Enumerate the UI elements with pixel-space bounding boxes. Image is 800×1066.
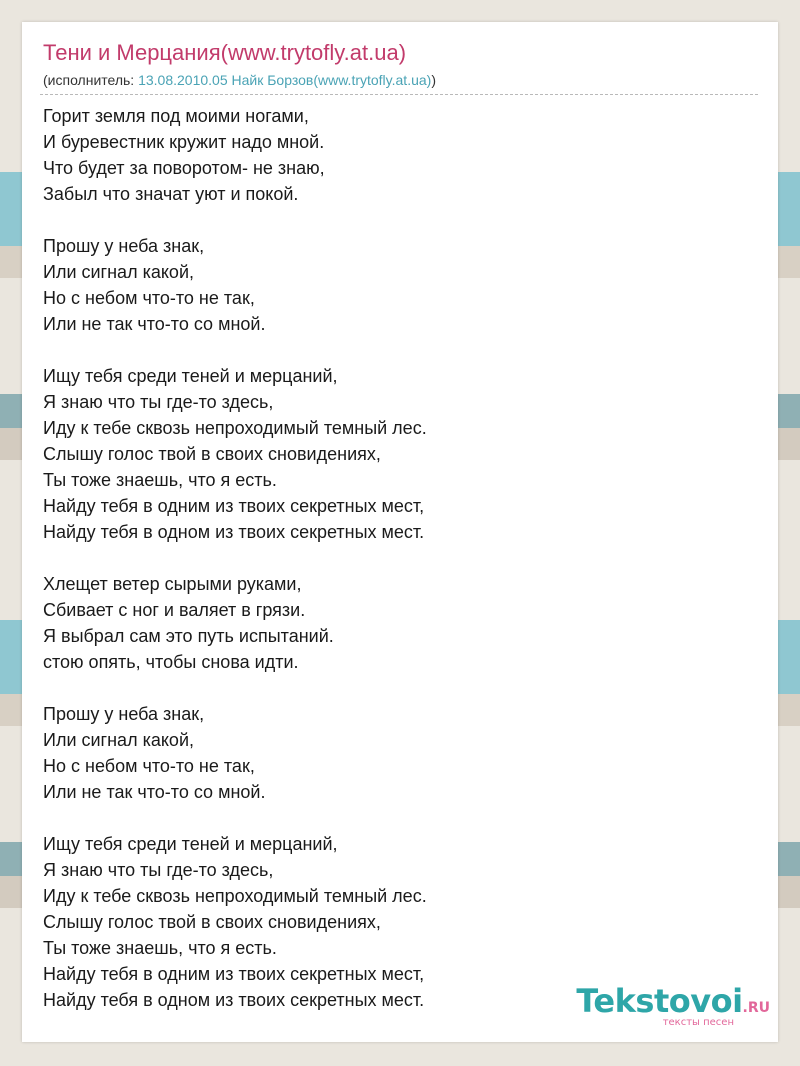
lyrics-line: Забыл что значат уют и покой. bbox=[43, 184, 299, 204]
lyrics-line: Но с небом что-то не так, bbox=[43, 288, 255, 308]
lyrics-line: Слышу голос твой в своих сновидениях, bbox=[43, 444, 381, 464]
lyrics-line: Найду тебя в одним из твоих секретных мест, bbox=[43, 496, 425, 516]
logo-tagline: тексты песен bbox=[662, 1017, 734, 1028]
lyrics-line: Что будет за поворотом- не знаю, bbox=[43, 158, 325, 178]
lyrics-stanza bbox=[43, 571, 427, 675]
lyrics-line: Или сигнал какой, bbox=[43, 730, 194, 750]
lyrics-line: Сбивает с ног и валяет в грязи. bbox=[43, 600, 306, 620]
song-title: Тени и Мерцания(www.trytofly.at.ua) bbox=[43, 40, 407, 65]
meta-label: исполнитель: bbox=[47, 72, 139, 88]
meta-close-paren: ) bbox=[431, 72, 436, 88]
lyrics-line: Горит земля под моими ногами, bbox=[43, 106, 309, 126]
meta-open-paren: ( bbox=[43, 72, 48, 88]
lyrics-line: Ищу тебя среди теней и мерцаний, bbox=[43, 834, 338, 854]
lyrics-stanza bbox=[43, 103, 427, 207]
logo-suffix: .RU bbox=[742, 1000, 770, 1016]
header-divider bbox=[40, 94, 758, 95]
lyrics-line: Хлещет ветер сырыми руками, bbox=[43, 574, 302, 594]
lyrics-line: Прошу у неба знак, bbox=[43, 236, 205, 256]
lyrics-line: Ты тоже знаешь, что я есть. bbox=[43, 470, 277, 490]
lyrics-line: Или сигнал какой, bbox=[43, 262, 194, 282]
lyrics-line: Или не так что-то со мной. bbox=[43, 782, 266, 802]
lyrics-line: Я знаю что ты где-то здесь, bbox=[43, 392, 274, 412]
lyrics-line: Найду тебя в одном из твоих секретных мест. bbox=[43, 990, 425, 1010]
lyrics-line: стою опять, чтобы снова идти. bbox=[43, 652, 299, 672]
lyrics-card bbox=[22, 22, 778, 1042]
lyrics-line: Я знаю что ты где-то здесь, bbox=[43, 860, 274, 880]
lyrics-body bbox=[43, 103, 427, 1039]
lyrics-stanza bbox=[43, 233, 427, 337]
lyrics-stanza bbox=[43, 363, 427, 545]
logo-text: Tekstovoi bbox=[576, 982, 743, 1020]
lyrics-stanza bbox=[43, 831, 427, 1013]
lyrics-line: И буревестник кружит надо мной. bbox=[43, 132, 325, 152]
lyrics-stanza bbox=[43, 701, 427, 805]
lyrics-line: Найду тебя в одним из твоих секретных мест, bbox=[43, 964, 425, 984]
artist-link[interactable]: 13.08.2010.05 Найк Борзов(www.trytofly.at.ua) bbox=[138, 72, 432, 88]
lyrics-line: Или не так что-то со мной. bbox=[43, 314, 266, 334]
song-meta bbox=[43, 72, 436, 88]
lyrics-line: Слышу голос твой в своих сновидениях, bbox=[43, 912, 381, 932]
lyrics-line: Но с небом что-то не так, bbox=[43, 756, 255, 776]
lyrics-line: Иду к тебе сквозь непроходимый темный лес. bbox=[43, 886, 427, 906]
lyrics-line: Я выбрал сам это путь испытаний. bbox=[43, 626, 334, 646]
lyrics-line: Ищу тебя среди теней и мерцаний, bbox=[43, 366, 338, 386]
lyrics-line: Прошу у неба знак, bbox=[43, 704, 205, 724]
lyrics-line: Ты тоже знаешь, что я есть. bbox=[43, 938, 277, 958]
site-logo[interactable] bbox=[576, 984, 770, 1028]
lyrics-line: Найду тебя в одном из твоих секретных мест. bbox=[43, 522, 425, 542]
lyrics-line: Иду к тебе сквозь непроходимый темный лес. bbox=[43, 418, 427, 438]
